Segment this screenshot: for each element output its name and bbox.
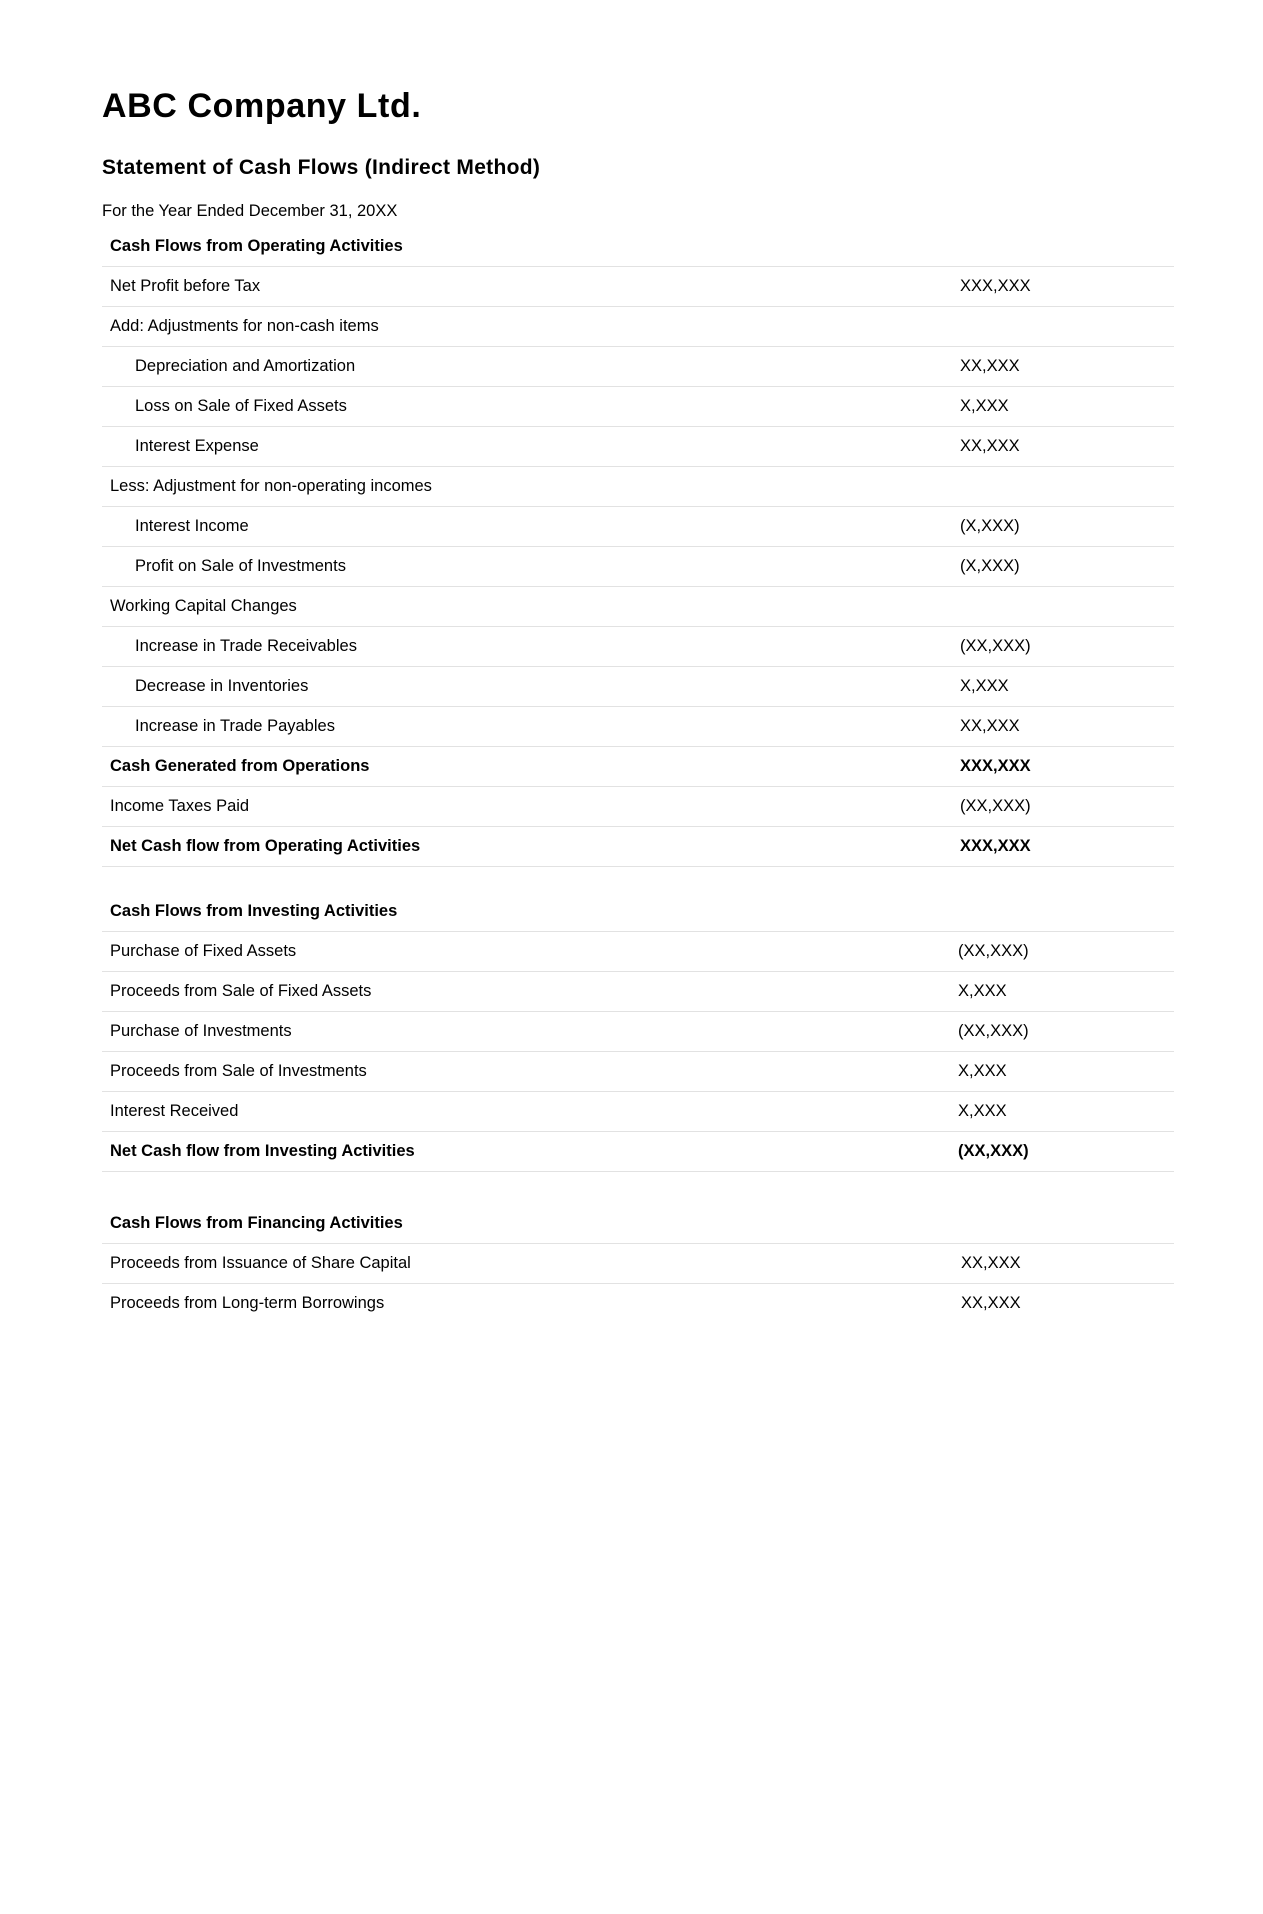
- row-amount: X,XXX: [950, 1052, 1174, 1092]
- table-row: [102, 707, 1174, 747]
- row-amount: XX,XXX: [953, 1244, 1174, 1284]
- company-title: ABC Company Ltd.: [102, 87, 422, 125]
- row-label: Add: Adjustments for non-cash items: [102, 307, 960, 347]
- row-label: Interest Expense: [102, 427, 960, 467]
- row-amount: XX,XXX: [960, 427, 1174, 467]
- row-amount: XXX,XXX: [960, 747, 1174, 787]
- total-row: [102, 1132, 1174, 1172]
- table-row: [102, 467, 1174, 507]
- table-row: [102, 587, 1174, 627]
- row-amount: X,XXX: [960, 387, 1174, 427]
- row-amount: [960, 467, 1174, 507]
- row-label: Purchase of Fixed Assets: [102, 932, 950, 972]
- row-amount: (XX,XXX): [950, 932, 1174, 972]
- table-row: [102, 1092, 1174, 1132]
- table-row: [102, 787, 1174, 827]
- row-label: Less: Adjustment for non-operating incomes: [102, 467, 960, 507]
- reporting-period: For the Year Ended December 31, 20XX: [102, 202, 398, 220]
- table-row: [102, 547, 1174, 587]
- row-amount: (X,XXX): [960, 507, 1174, 547]
- row-amount: X,XXX: [960, 667, 1174, 707]
- row-label: Increase in Trade Receivables: [102, 627, 960, 667]
- section-header-row: [102, 1204, 1174, 1244]
- table-row: [102, 347, 1174, 387]
- table-row: [102, 667, 1174, 707]
- row-amount: (XX,XXX): [960, 627, 1174, 667]
- row-amount: [960, 307, 1174, 347]
- row-amount: XXX,XXX: [960, 827, 1174, 867]
- total-row: [102, 827, 1174, 867]
- row-label: Decrease in Inventories: [102, 667, 960, 707]
- row-label: Purchase of Investments: [102, 1012, 950, 1052]
- row-amount: (X,XXX): [960, 547, 1174, 587]
- row-amount: XX,XXX: [960, 707, 1174, 747]
- row-amount: XXX,XXX: [960, 267, 1174, 307]
- row-label: Interest Income: [102, 507, 960, 547]
- row-label: Cash Generated from Operations: [102, 747, 960, 787]
- row-label: Interest Received: [102, 1092, 950, 1132]
- row-amount: (XX,XXX): [960, 787, 1174, 827]
- row-label: Income Taxes Paid: [102, 787, 960, 827]
- row-amount: (XX,XXX): [950, 1012, 1174, 1052]
- table-row: [102, 307, 1174, 347]
- row-amount: XX,XXX: [960, 347, 1174, 387]
- table-row: [102, 1052, 1174, 1092]
- table-row: [102, 1012, 1174, 1052]
- table-row: [102, 627, 1174, 667]
- section-header-row: [102, 892, 1174, 932]
- row-label: Net Cash flow from Investing Activities: [102, 1132, 950, 1172]
- table-row: [102, 507, 1174, 547]
- section-header-row: [102, 227, 1174, 267]
- investing-activities-table: [102, 892, 1174, 1172]
- row-label: Loss on Sale of Fixed Assets: [102, 387, 960, 427]
- row-amount: [960, 587, 1174, 627]
- row-label: Proceeds from Sale of Fixed Assets: [102, 972, 950, 1012]
- statement-title: Statement of Cash Flows (Indirect Method): [102, 156, 541, 179]
- table-row: [102, 972, 1174, 1012]
- row-amount: X,XXX: [950, 1092, 1174, 1132]
- row-label: Working Capital Changes: [102, 587, 960, 627]
- operating-activities-table: [102, 227, 1174, 867]
- row-amount: (XX,XXX): [950, 1132, 1174, 1172]
- section-header: Cash Flows from Financing Activities: [102, 1204, 953, 1244]
- row-label: Proceeds from Sale of Investments: [102, 1052, 950, 1092]
- financing-activities-table: [102, 1204, 1174, 1323]
- section-header: Cash Flows from Investing Activities: [102, 892, 950, 932]
- table-row: [102, 387, 1174, 427]
- subtotal-row: [102, 747, 1174, 787]
- row-label: Net Cash flow from Operating Activities: [102, 827, 960, 867]
- table-row: [102, 267, 1174, 307]
- section-header: Cash Flows from Operating Activities: [102, 227, 960, 267]
- table-row: [102, 1244, 1174, 1284]
- row-label: Depreciation and Amortization: [102, 347, 960, 387]
- row-label: Proceeds from Long-term Borrowings: [110, 1294, 385, 1312]
- table-row: [102, 427, 1174, 467]
- table-row: [102, 932, 1174, 972]
- row-amount: X,XXX: [950, 972, 1174, 1012]
- row-label: Profit on Sale of Investments: [102, 547, 960, 587]
- row-label: Net Profit before Tax: [102, 267, 960, 307]
- table-row: [102, 1284, 1174, 1324]
- row-label: Proceeds from Issuance of Share Capital: [102, 1244, 953, 1284]
- row-amount: XX,XXX: [961, 1294, 1021, 1312]
- row-label: Increase in Trade Payables: [102, 707, 960, 747]
